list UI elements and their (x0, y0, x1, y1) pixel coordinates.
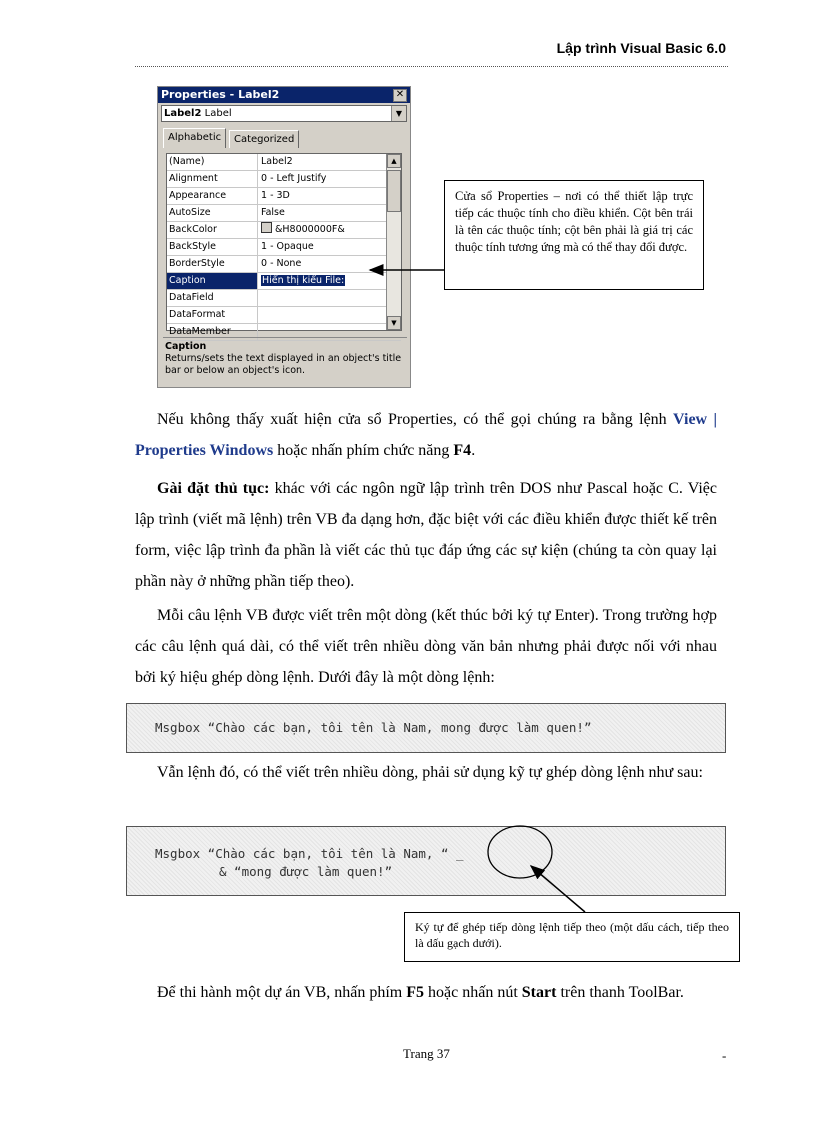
property-value: Label2 (261, 156, 293, 167)
property-value: Hiển thị kiểu File: (262, 275, 345, 286)
property-name: BackStyle (167, 239, 258, 255)
property-name: Appearance (167, 188, 258, 204)
property-name: (Name) (167, 154, 258, 170)
object-name: Label2 (164, 108, 202, 119)
callout-properties: Cửa sổ Properties – nơi có thể thiết lập trực tiếp các thuộc tính cho điều khiển. Cột bên trái là tên các thuộc tính; cột bên phải là giá trị các thuộc tính tương ứng mà có thể thay đổi được. (444, 180, 704, 290)
property-name: Alignment (167, 171, 258, 187)
property-name: BackColor (167, 222, 258, 238)
property-name: DataField (167, 290, 258, 306)
property-name: BorderStyle (167, 256, 258, 272)
scroll-down-icon[interactable]: ▼ (387, 316, 401, 330)
p1-text-c: hoặc nhấn phím chức năng (273, 442, 454, 459)
property-value: False (261, 207, 285, 218)
object-type: Label (204, 108, 232, 119)
property-value: &H8000000F& (275, 224, 345, 235)
property-name: DataFormat (167, 307, 258, 323)
p1-text-a: Nếu không thấy xuất hiện cửa sổ Properties, có thể gọi chúng ra bằng lệnh (157, 411, 674, 428)
code2-line-2: & “mong được làm quen!” (219, 864, 393, 879)
key-f4: F4 (453, 442, 472, 459)
p4-text: Vẫn lệnh đó, có thể viết trên nhiều dòng, phải sử dụng kỹ tự ghép dòng lệnh như sau: (157, 764, 703, 781)
scroll-up-icon[interactable]: ▲ (387, 154, 401, 168)
p5-text-c: hoặc nhấn nút (424, 984, 522, 1001)
tab-categorized[interactable]: Categorized (229, 130, 299, 148)
p5-text-a: Để thi hành một dự án VB, nhấn phím (157, 984, 407, 1001)
property-value: 0 - Left Justify (261, 173, 327, 184)
p1-text-e: . (471, 442, 476, 459)
header-title: Lập trình Visual Basic 6.0 (556, 40, 726, 56)
menu-reference: View | Properties Windows (135, 411, 717, 459)
properties-title: Properties - Label2 (161, 88, 280, 101)
description-text: Returns/sets the text displayed in an object's title bar or below an object's icon. (165, 353, 402, 376)
chevron-down-icon[interactable]: ▼ (391, 106, 406, 121)
p3-text: Mỗi câu lệnh VB được viết trên một dòng (kết thúc bởi ký tự Enter). Trong trường hợp các câu lệnh quá dài, có thể viết trên nhiều dòng văn bản nhưng phải được nối với nhau bởi ký hiệu ghép dòng lệnh. Dưới đây là một dòng lệnh: (135, 607, 717, 686)
property-name: DataMember (167, 324, 258, 340)
p5-text-e: trên thanh ToolBar. (556, 984, 684, 1001)
property-value: 1 - 3D (261, 190, 290, 201)
key-f5: F5 (406, 984, 425, 1001)
property-name: AutoSize (167, 205, 258, 221)
description-title: Caption (165, 341, 207, 352)
page-number: Trang 37 (403, 1046, 450, 1061)
p2-heading: Gài đặt thủ tục: (157, 480, 270, 497)
code-block-1: Msgbox “Chào các bạn, tôi tên là Nam, mong được làm quen!” (126, 703, 726, 753)
tab-alphabetic[interactable]: Alphabetic (163, 128, 226, 148)
property-value: 0 - None (261, 258, 302, 269)
code2-line-1: Msgbox “Chào các bạn, tôi tên là Nam, “ _ (155, 846, 464, 861)
p2-text: khác với các ngôn ngữ lập trình trên DOS như Pascal hoặc C. Việc lập trình (viết mã lệnh) trên VB đa dạng hơn, đặc biệt với các điều khiển được thiết kế trên form, việc lập trình đa phần là viết các thủ tục đáp ứng các sự kiện (chúng ta còn quay lại phần này ở những phần tiếp theo). (135, 480, 718, 590)
close-icon[interactable]: ✕ (393, 89, 407, 102)
start-label: Start (521, 984, 557, 1001)
footer-dash: - (722, 1048, 727, 1063)
callout-line-continuation: Ký tự để ghép tiếp dòng lệnh tiếp theo (một dấu cách, tiếp theo là dấu gạch dưới). (404, 912, 740, 962)
continuation-circle (488, 826, 552, 878)
callout2-arrow (531, 866, 585, 912)
property-value: 1 - Opaque (261, 241, 314, 252)
property-name: Caption (167, 273, 258, 289)
